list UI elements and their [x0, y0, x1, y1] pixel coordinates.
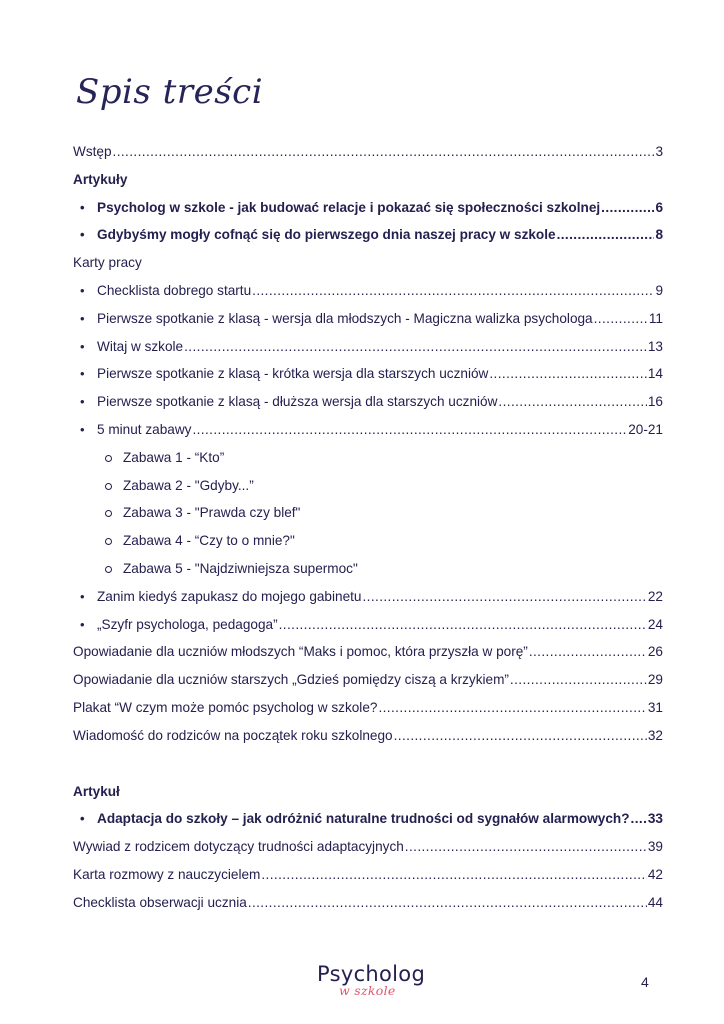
toc-entry[interactable]	[73, 499, 663, 527]
toc-entry-title: Opowiadanie dla uczniów starszych „Gdzieś pomiędzy ciszą a krzykiem”	[73, 672, 509, 688]
toc-dot-leader	[261, 861, 647, 889]
toc-entry-page: 3	[655, 144, 663, 159]
toc-dot-leader	[279, 611, 647, 639]
section-gap	[73, 750, 663, 778]
toc-entry-page: 22	[647, 588, 663, 604]
toc-entry-page: 44	[647, 894, 663, 910]
toc-entry-title: • Witaj w szkole	[97, 338, 184, 354]
toc-entry-title: • Psycholog w szkole - jak budować relacje i pokazać się społeczności szkolnej	[97, 199, 601, 215]
toc-entry-page: 8	[655, 227, 663, 243]
toc-entry-page: 9	[655, 282, 663, 298]
toc-entry[interactable]	[73, 249, 663, 277]
toc-entry[interactable]	[73, 861, 663, 889]
toc-entry-title: Checklista obserwacji ucznia	[73, 894, 247, 910]
toc-entry-title: • Gdybyśmy mogły cofnąć się do pierwszego dnia naszej pracy w szkole	[97, 227, 556, 243]
toc-entry[interactable]	[73, 221, 663, 249]
toc-entry-title: • 5 minut zabawy	[97, 421, 192, 437]
toc-entry-title: Artykuły	[73, 171, 128, 187]
toc-entry[interactable]	[73, 527, 663, 555]
toc-entry-title: • Adaptacja do szkoły – jak odróżnić naturalne trudności od sygnałów alarmowych?	[97, 811, 630, 827]
toc-dot-leader	[248, 889, 647, 917]
toc-entry-title: Artykuł	[73, 783, 120, 799]
toc-entry[interactable]	[73, 166, 663, 194]
toc-entry-page: 33	[647, 811, 663, 827]
toc-entry[interactable]	[73, 416, 663, 444]
toc-entry-title: Wywiad z rodzicem dotyczący trudności adaptacyjnych	[73, 839, 404, 855]
toc-entry[interactable]	[73, 805, 663, 833]
toc-entry-page: 11	[648, 310, 663, 326]
logo-sub-text: w szkole	[339, 983, 396, 998]
toc-entry-title: • Checklista dobrego startu	[97, 282, 252, 298]
toc-entry[interactable]	[73, 305, 663, 333]
toc-dot-leader	[601, 194, 654, 222]
toc-entry-page: 13	[647, 338, 663, 354]
toc-dot-leader	[192, 416, 627, 444]
toc-entry[interactable]	[73, 778, 663, 806]
toc-entry-page: 42	[647, 866, 663, 882]
toc-entry[interactable]	[73, 388, 663, 416]
toc-entry[interactable]	[73, 444, 663, 472]
toc-entry[interactable]	[73, 360, 663, 388]
toc-entry[interactable]	[73, 611, 663, 639]
toc-entry-page: 14	[647, 366, 663, 382]
toc-entry[interactable]	[73, 722, 663, 750]
toc-entry[interactable]	[73, 694, 663, 722]
toc-entry[interactable]	[73, 666, 663, 694]
toc-dot-leader	[405, 833, 647, 861]
toc-entry-title: Zabawa 4 - “Czy to o mnie?"	[123, 533, 295, 549]
toc-entry-page: 20-21	[628, 421, 663, 437]
toc-entry-title: Zabawa 3 - "Prawda czy blef"	[123, 505, 301, 521]
toc-dot-leader	[362, 583, 646, 611]
toc-entry-title: • Pierwsze spotkanie z klasą - krótka wersja dla starszych uczniów	[97, 366, 489, 382]
toc-entry[interactable]	[73, 555, 663, 583]
toc-entry-title: Zabawa 1 - “Kto”	[123, 449, 225, 465]
toc-entry-page: 26	[647, 644, 663, 660]
toc-dot-leader	[378, 694, 646, 722]
toc-entry-page: 31	[647, 699, 663, 715]
toc-entry[interactable]	[73, 638, 663, 666]
toc-entry-title: • Zanim kiedyś zapukasz do mojego gabinetu	[97, 588, 362, 604]
toc-entry-title: Wstęp	[73, 144, 112, 159]
toc-entry[interactable]	[73, 583, 663, 611]
toc-dot-leader	[557, 221, 655, 249]
brand-logo	[317, 962, 426, 1006]
toc-entry[interactable]	[73, 889, 663, 917]
toc-entry-title: Wiadomość do rodziców na początek roku szkolnego	[73, 727, 393, 743]
toc-entry-title: • „Szyfr psychologa, pedagoga”	[97, 616, 278, 632]
toc-entry-page: 39	[647, 839, 663, 855]
toc-dot-leader	[631, 805, 647, 833]
page-number: 4	[641, 974, 649, 990]
logo-main-text: Psycholog	[317, 962, 426, 986]
toc-dot-leader	[498, 388, 646, 416]
toc-entry-page: 32	[647, 727, 663, 743]
toc-dot-leader	[252, 277, 654, 305]
toc-entry-title: Karta rozmowy z nauczycielem	[73, 866, 261, 882]
toc-entry-page: 29	[647, 672, 663, 688]
toc-dot-leader	[510, 666, 647, 694]
toc-entry[interactable]	[73, 194, 663, 222]
toc-entry-title: • Pierwsze spotkanie z klasą - wersja dla młodszych - Magiczna walizka psychologa	[97, 310, 593, 326]
toc-dot-leader	[594, 305, 648, 333]
toc-entry-page: 16	[647, 394, 663, 410]
toc-dot-leader	[113, 138, 655, 166]
toc-dot-leader	[489, 360, 647, 388]
page-title: Spis treści	[76, 72, 264, 112]
toc-entry-title: Opowiadanie dla uczniów młodszych “Maks i pomoc, która przyszła w porę”	[73, 644, 528, 660]
toc-entry-page: 24	[647, 616, 663, 632]
toc-entry[interactable]	[73, 333, 663, 361]
table-of-contents	[73, 138, 663, 917]
toc-entry-title: Plakat “W czym może pomóc psycholog w szkole?	[73, 699, 378, 715]
toc-entry-page: 6	[655, 199, 663, 215]
toc-entry[interactable]	[73, 138, 663, 166]
toc-entry[interactable]	[73, 277, 663, 305]
toc-dot-leader	[394, 722, 647, 750]
toc-entry-title: Zabawa 2 - "Gdyby...”	[123, 477, 254, 493]
toc-entry-title: Zabawa 5 - "Najdziwniejsza supermoc"	[123, 560, 358, 576]
toc-entry[interactable]	[73, 833, 663, 861]
toc-entry[interactable]	[73, 472, 663, 500]
toc-entry-title: Karty pracy	[73, 255, 142, 271]
toc-entry-title: • Pierwsze spotkanie z klasą - dłuższa wersja dla starszych uczniów	[97, 394, 498, 410]
toc-dot-leader	[529, 638, 647, 666]
toc-dot-leader	[184, 333, 647, 361]
